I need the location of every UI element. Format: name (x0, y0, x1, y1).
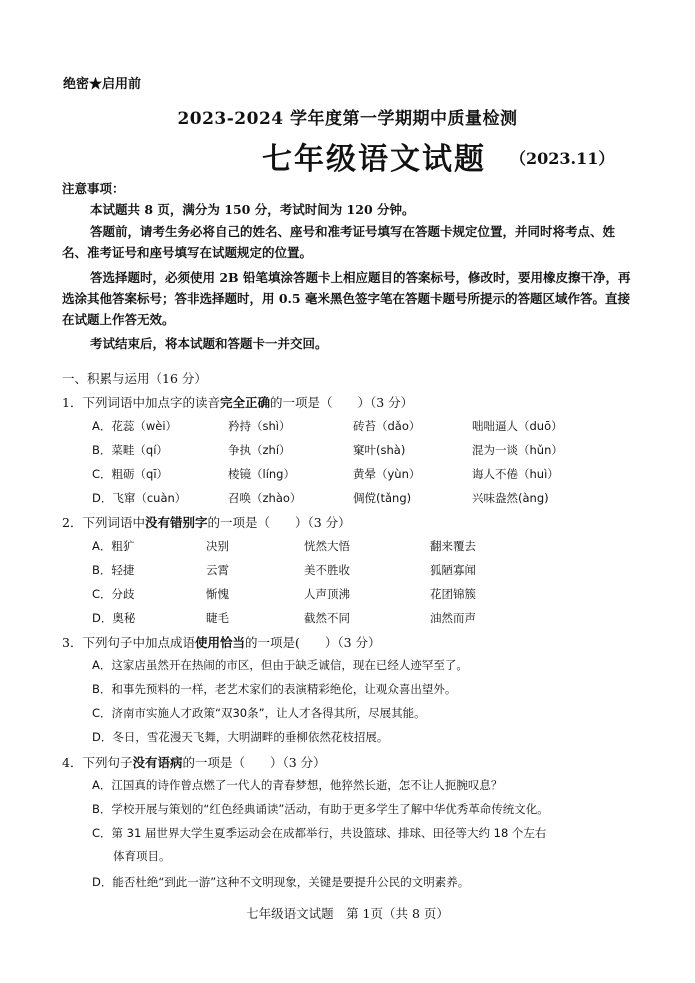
option-cell: A．花蕊（wèi） (92, 419, 178, 433)
option-cell: 惭愧 (206, 587, 229, 601)
option-cell: 恍然大悟 (304, 539, 350, 553)
option-line: C．第 31 届世界大学生夏季运动会在成都举行，共设篮球、排球、田径等大约 18 个左右 (92, 826, 547, 840)
option-cell: 召唤（zhào） (228, 491, 302, 505)
confidential-label: 绝密★启用前 (63, 77, 142, 92)
question-keyword: 没有语病 (132, 755, 183, 770)
note-item: 答题前，请考生务必将自己的姓名、座号和准考证号填写在答题卡规定位置，并同时将考点、姓名、准考证号和座号填写在试题规定的位置。 (62, 224, 616, 260)
option-cell: 人声顶沸 (304, 587, 350, 601)
question-stem-end: 的一项是（ ）（3 分） (182, 755, 326, 770)
option-cell: C．粗砺（qī） (92, 467, 169, 481)
option-line: B．学校开展与策划的“红色经典诵读”活动，有助于更多学生了解中华优秀革命传统文化。 (92, 802, 549, 816)
option-cell: 决别 (206, 539, 229, 553)
option-cell: B．菜畦（qí） (92, 443, 168, 457)
notes-heading: 注意事项： (62, 181, 125, 196)
option-line: D．冬日，雪花漫天飞舞，大明湖畔的垂柳依然花枝招展。 (92, 730, 389, 744)
option-cell: 棱镜（líng） (228, 467, 295, 481)
option-cell: 截然不同 (304, 611, 350, 625)
option-cell: 油然而声 (430, 611, 476, 625)
option-cell: 砖苔（dǎo） (353, 419, 421, 433)
option-cell: 花团锦簇 (430, 587, 476, 601)
option-cell: C．分歧 (92, 587, 135, 601)
exam-date: （2023.11） (510, 149, 615, 168)
note-item: 答选择题时，必须使用 2B 铅笔填涂答题卡上相应题目的答案标号，修改时，要用橡皮擦干净，再选涂其他答案标号；答非选择题时，用 0.5 毫米黑色签字笔在答题卡题号所提示的答题区域作答。直接在试题上作答无效。 (62, 270, 631, 327)
exam-title: 七年级语文试题 (262, 142, 486, 177)
option-line: B．和事先预料的一样，老艺术家们的表演精彩绝伦，让观众喜出望外。 (92, 682, 457, 696)
option-cell: 矜持（shì） (228, 419, 291, 433)
page-footer: 七年级语文试题 第 1页（共 8 页） (246, 906, 449, 921)
option-cell: 兴味盎然(àng) (472, 491, 549, 505)
option-line: A．江国真的诗作曾点燃了一代人的青春梦想，他猝然长逝，怎不让人扼腕叹息？ (92, 778, 503, 792)
exam-subtitle: 2023-2024 学年度第一学期期中质量检测 (177, 109, 518, 129)
section-heading: 一、积累与运用（16 分） (62, 371, 207, 386)
question-keyword: 完全正确 (219, 395, 270, 410)
option-cell: 窠叶(shà) (353, 443, 406, 457)
option-line: A．这家店虽然开在热闹的市区，但由于缺乏诚信，现在已经人迹罕至了。 (92, 658, 468, 672)
option-cell: B．轻捷 (92, 563, 135, 577)
question-2 (62, 513, 351, 531)
note-item: 考试结束后，将本试题和答题卡一并交回。 (90, 336, 328, 351)
question-stem-end: 的一项是（ ）（3 分） (207, 515, 351, 530)
option-cell: 睫毛 (206, 611, 229, 625)
option-cell: 混为一谈（hǔn） (472, 443, 563, 457)
option-cell: 诲人不倦（huì） (472, 467, 559, 481)
question-keyword: 使用恰当 (194, 635, 245, 650)
option-cell: 咄咄逼人（duō） (472, 419, 563, 433)
option-cell: A．粗犷 (92, 539, 135, 553)
option-line: C．济南市实施人才政策“双30条”，让人才各得其所，尽展其能。 (92, 706, 426, 720)
note-item: 本试题共 8 页，满分为 150 分，考试时间为 120 分钟。 (90, 202, 415, 217)
question-stem: 4．下列句子 (62, 755, 133, 770)
question-stem: 1．下列词语中加点字的读音 (62, 395, 220, 410)
option-line: D．能否杜绝“到此一游”这种不文明现象，关键是要提升公民的文明素养。 (92, 875, 470, 889)
question-1 (62, 393, 413, 411)
option-cell: 黄晕（yùn） (353, 467, 421, 481)
option-cell: 倜傥(tǎng) (353, 491, 412, 505)
question-stem-end: 的一项是( ）（3 分） (244, 635, 381, 650)
question-3 (62, 633, 381, 651)
question-stem: 3．下列句子中加点成语 (62, 635, 195, 650)
question-stem: 2．下列词语中 (62, 515, 145, 530)
option-cell: 美不胜收 (304, 563, 350, 577)
question-4 (62, 753, 326, 771)
option-cell: 狐陋寡闻 (430, 563, 476, 577)
option-cell: 争执（zhí） (228, 443, 291, 457)
option-cell: 云霄 (206, 563, 229, 577)
option-cell: D．飞窜（cuàn） (92, 491, 187, 505)
option-line-continued: 体育项目。 (113, 849, 171, 863)
question-stem-end: 的一项是（ ）（3 分） (269, 395, 414, 410)
question-keyword: 没有错别字 (144, 515, 208, 530)
option-cell: 翻来覆去 (430, 539, 476, 553)
option-cell: D．奥秘 (92, 611, 136, 625)
